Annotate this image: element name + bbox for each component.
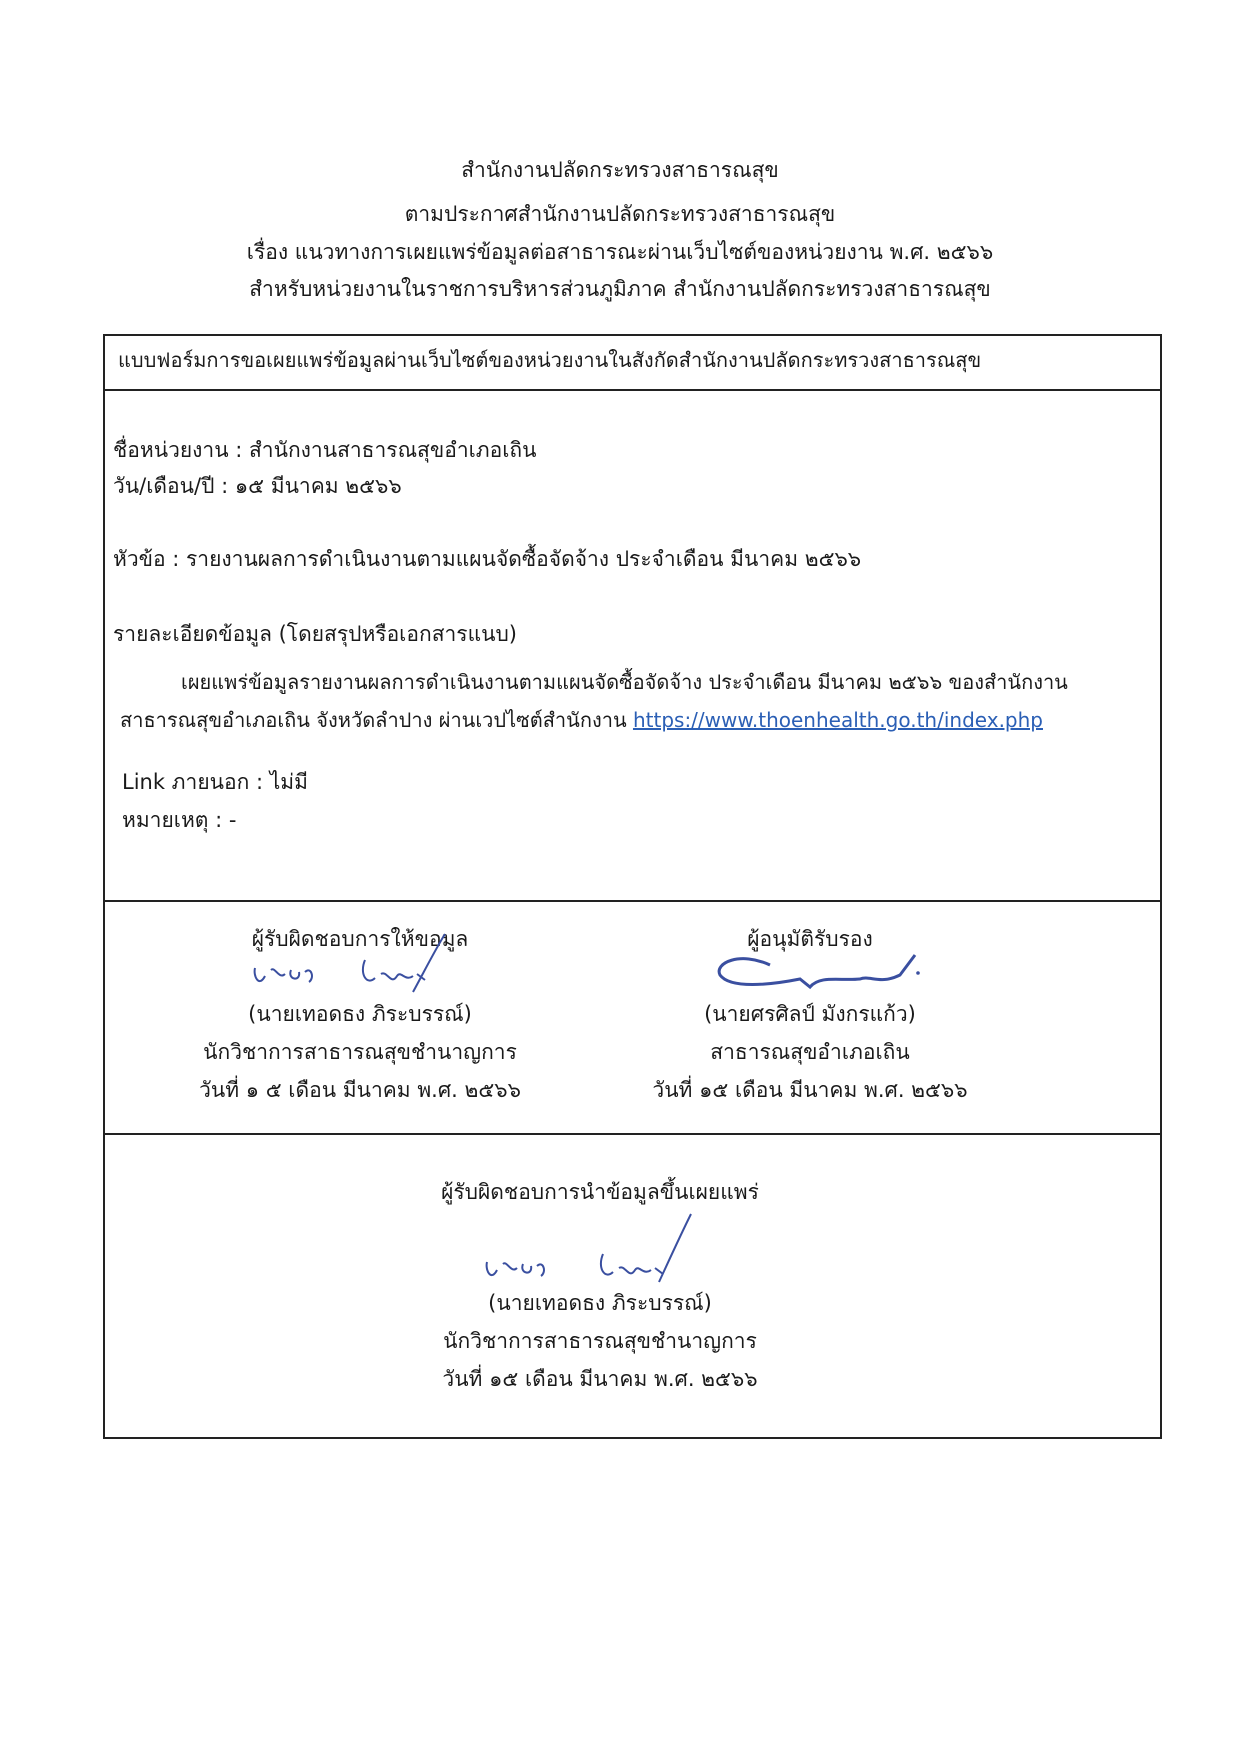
form-title: แบบฟอร์มการขอเผยแพร่ข้อมูลผ่านเว็บไซต์ของหน่วยงานในสังกัดสำนักงานปลัดกระทรวงสาธารณสุข: [118, 348, 982, 372]
header-line-2: ตามประกาศสำนักงานปลัดกระทรวงสาธารณสุข: [404, 202, 836, 226]
detail-text-line-2-label: สาธารณสุขอำเภอเถิน จังหวัดลำปาง ผ่านเวปไซต์สำนักงาน: [120, 708, 633, 732]
left-signer-position: นักวิชาการสาธารณสุขชำนาญการ: [203, 1040, 517, 1064]
right-signer-name: (นายศรศิลป์ มังกรแก้ว): [704, 1002, 916, 1026]
unit-name: ชื่อหน่วยงาน : สำนักงานสาธารณสุขอำเภอเถิน: [113, 438, 537, 462]
bottom-signer-role: ผู้รับผิดชอบการนำข้อมูลขึ้นเผยแพร่: [441, 1180, 759, 1204]
header-line-1: สำนักงานปลัดกระทรวงสาธารณสุข: [461, 158, 779, 182]
website-link[interactable]: https://www.thoenhealth.go.th/index.php: [632, 708, 1043, 732]
header-line-4: สำหรับหน่วยงานในราชการบริหารส่วนภูมิภาค สำนักงานปลัดกระทรวงสาธารณสุข: [249, 277, 991, 301]
topic: หัวข้อ : รายงานผลการดำเนินงานตามแผนจัดซื้อจัดจ้าง ประจำเดือน มีนาคม ๒๕๖๖: [113, 547, 862, 571]
right-signer-position: สาธารณสุขอำเภอเถิน: [710, 1040, 910, 1064]
left-signer-date: วันที่ ๑ ๕ เดือน มีนาคม พ.ศ. ๒๕๖๖: [199, 1078, 521, 1102]
divider-signatures: [103, 1133, 1162, 1135]
detail-text-line-2: [120, 706, 1043, 734]
right-signer-role: ผู้อนุมัติรับรอง: [747, 927, 873, 951]
bottom-signer-name: (นายเทอดธง ภิระบรรณ์): [488, 1291, 712, 1315]
right-signer-date: วันที่ ๑๕ เดือน มีนาคม พ.ศ. ๒๕๖๖: [652, 1078, 968, 1102]
header-line-3: เรื่อง แนวทางการเผยแพร่ข้อมูลต่อสาธารณะผ่านเว็บไซต์ของหน่วยงาน พ.ศ. ๒๕๖๖: [246, 240, 994, 264]
detail-heading: รายละเอียดข้อมูล (โดยสรุปหรือเอกสารแนบ): [113, 622, 517, 646]
right-signature-image: [710, 945, 930, 1005]
divider-title: [103, 389, 1162, 391]
left-signer-role: ผู้รับผิดชอบการให้ขอมูล: [251, 927, 469, 951]
left-signer-name: (นายเทอดธง ภิระบรรณ์): [248, 1002, 472, 1026]
divider-details: [103, 900, 1162, 902]
bottom-signer-date: วันที่ ๑๕ เดือน มีนาคม พ.ศ. ๒๕๖๖: [442, 1367, 758, 1391]
form-date: วัน/เดือน/ปี : ๑๕ มีนาคม ๒๕๖๖: [113, 474, 402, 498]
bottom-signature-image: [475, 1210, 705, 1290]
external-link-label: Link ภายนอก : ไม่มี: [122, 770, 308, 794]
left-signature-image: [245, 930, 455, 1000]
note-label: หมายเหตุ : -: [122, 808, 237, 832]
detail-text-line-1: เผยแพร่ข้อมูลรายงานผลการดำเนินงานตามแผนจัดซื้อจัดจ้าง ประจำเดือน มีนาคม ๒๕๖๖ ของสำนักงาน: [181, 670, 1068, 694]
bottom-signer-position: นักวิชาการสาธารณสุขชำนาญการ: [443, 1329, 757, 1353]
